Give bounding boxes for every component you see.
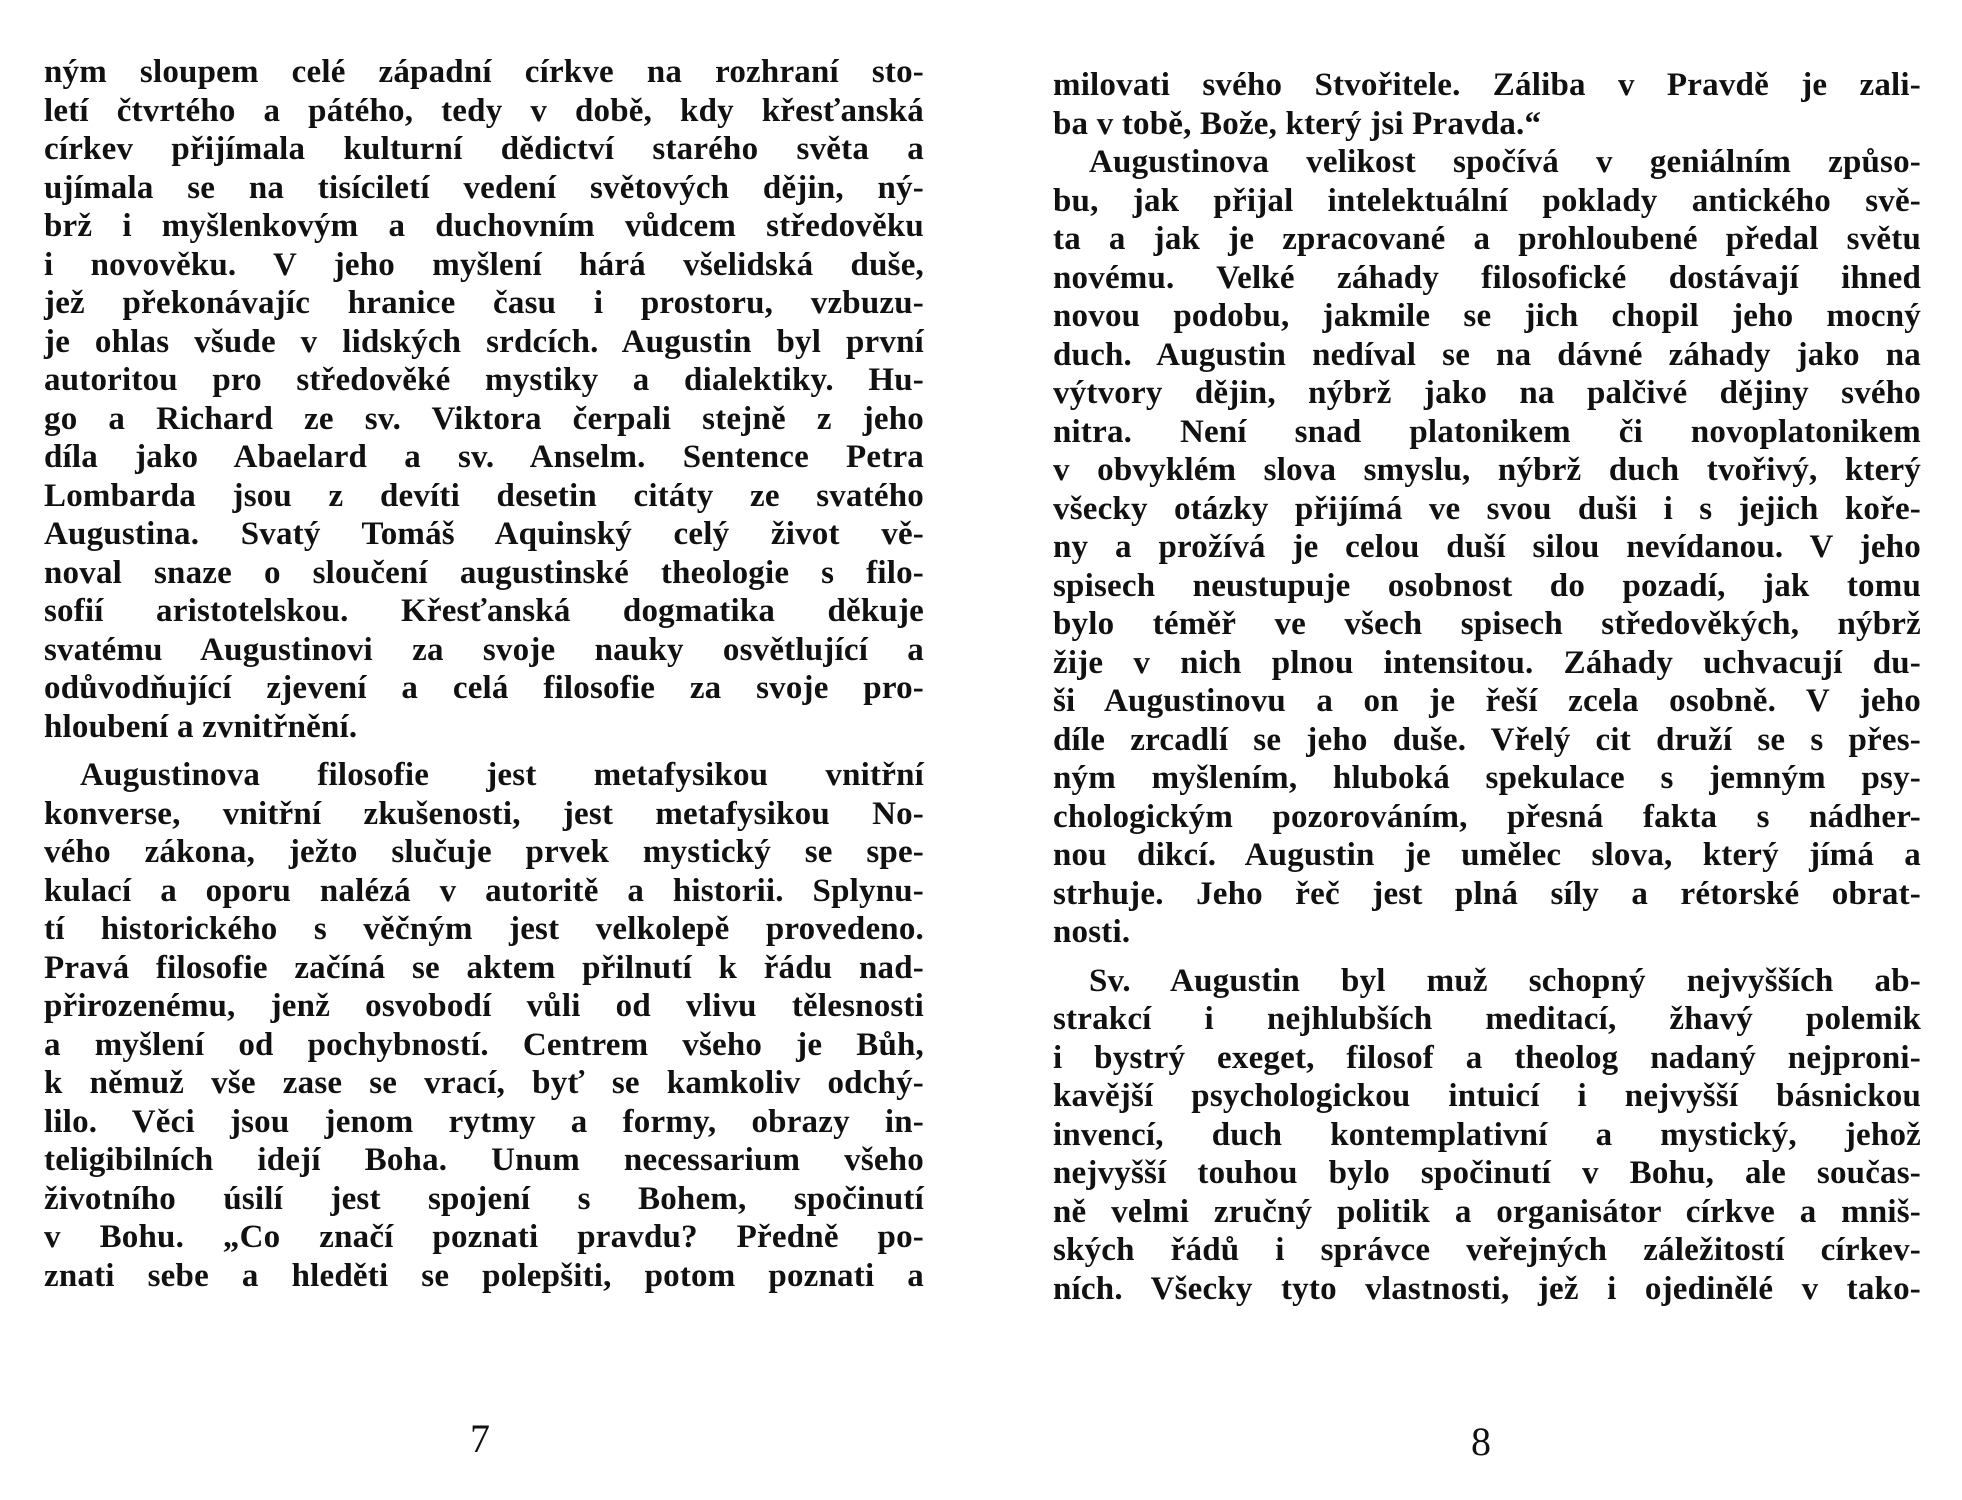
text-line: konverse, vnitřní zkušenosti, jest metafysikou No- <box>44 795 924 832</box>
text-line: díle zrcadlí se jeho duše. Vřelý cit druží se s přes- <box>1053 721 1921 758</box>
text-line: invencí, duch kontemplativní a mystický, jehož <box>1053 1116 1921 1153</box>
text-line: všecky otázky přijímá ve svou duši i s jejich koře- <box>1053 490 1921 527</box>
text-line: svatému Augustinovi za svoje nauky osvětlující a <box>44 631 924 668</box>
text-line: milovati svého Stvořitele. Záliba v Pravdě je zali- <box>1053 67 1921 103</box>
text-line: kavější psychologickou intuicí i nejvyšší básnickou <box>1053 1078 1921 1114</box>
left-page-number: 7 <box>470 1416 490 1461</box>
text-line: k němuž vše zase se vrací, byť se kamkoliv odchý- <box>44 1065 924 1101</box>
text-line: a myšlení od pochybností. Centrem všeho je Bůh, <box>44 1026 924 1063</box>
text-line: výtvory dějin, nýbrž jako na palčivé dějiny svého <box>1053 375 1921 411</box>
right-page-number: 8 <box>1471 1419 1491 1464</box>
left-page-text <box>44 53 924 1295</box>
text-line: ným myšlením, hluboká spekulace s jemným psy- <box>1053 760 1921 796</box>
text-line: spisech neustupuje osobnost do pozadí, jak tomu <box>1053 567 1921 604</box>
text-line: nejvyšší touhou bylo spočinutí v Bohu, ale součas- <box>1053 1155 1921 1191</box>
text-line: přirozenému, jenž osvobodí vůli od vlivu tělesnosti <box>44 988 924 1024</box>
text-line: žije v nich plnou intensitou. Záhady uchvacují du- <box>1053 644 1921 681</box>
text-line: ši Augustinovu a on je řeší zcela osobně. V jeho <box>1053 683 1921 719</box>
text-line: ny a prožívá je celou duší silou nevídanou. V jeho <box>1053 529 1921 565</box>
text-line: noval snaze o sloučení augustinské theologie s filo- <box>44 554 924 591</box>
text-line: hloubení a zvnitřnění. <box>44 708 358 745</box>
text-line: novému. Velké záhady filosofické dostávají ihned <box>1053 259 1921 296</box>
text-line: strakcí i nejhlubších meditací, žhavý polemik <box>1053 1001 1921 1037</box>
text-line: jež překonávajíc hranice času i prostoru, vzbuzu- <box>44 285 924 321</box>
text-line: životního úsilí jest spojení s Bohem, spočinutí <box>44 1180 924 1217</box>
text-line: Lombarda jsou z devíti desetin citáty ze svatého <box>44 477 924 514</box>
text-line: brž i myšlenkovým a duchovním vůdcem středověku <box>44 208 924 244</box>
text-line: bylo téměř ve všech spisech středověkých, nýbrž <box>1053 606 1921 642</box>
text-line: ným sloupem celé západní církve na rozhraní sto- <box>44 54 924 90</box>
text-line: Augustina. Svatý Tomáš Aquinský celý život vě- <box>44 516 924 552</box>
text-line: nosti. <box>1053 914 1131 950</box>
text-line: autoritou pro středověké mystiky a dialektiky. Hu- <box>44 362 924 398</box>
right-page <box>981 0 1962 1500</box>
right-page-text <box>1053 66 1921 1308</box>
text-line: ských řádů i správce veřejných záležitostí církev- <box>1053 1232 1921 1268</box>
text-line: novou podobu, jakmile se jich chopil jeho mocný <box>1053 298 1921 334</box>
text-line: je ohlas všude v lidských srdcích. Augustin byl první <box>44 323 924 360</box>
text-line: chologickým pozorováním, přesná fakta s nádher- <box>1053 798 1921 835</box>
text-line: v Bohu. „Co značí poznati pravdu? Předně po- <box>44 1219 924 1255</box>
text-line: i novověku. V jeho myšlení hárá všelidská duše, <box>44 246 924 283</box>
text-line: teligibilních idejí Boha. Unum necessarium všeho <box>44 1142 924 1178</box>
text-line: Augustinova velikost spočívá v geniálním způso- <box>1089 144 1921 180</box>
text-line: letí čtvrtého a pátého, tedy v době, kdy křesťanská <box>44 92 924 129</box>
text-line: lilo. Věci jsou jenom rytmy a formy, obrazy in- <box>44 1103 924 1140</box>
text-line: bu, jak přijal intelektuální poklady antického svě- <box>1053 182 1921 219</box>
text-line: díla jako Abaelard a sv. Anselm. Sentence Petra <box>44 439 924 475</box>
text-line: go a Richard ze sv. Viktora čerpali stejně z jeho <box>44 400 924 437</box>
text-line: strhuje. Jeho řeč jest plná síly a rétorské obrat- <box>1053 875 1921 912</box>
text-line: Augustinova filosofie jest metafysikou vnitřní <box>80 757 924 793</box>
text-line: ně velmi zručný politik a organisátor církve a mniš- <box>1053 1193 1921 1230</box>
text-line: tí historického s věčným jest velkolepě provedeno. <box>44 911 924 947</box>
text-line: nou dikcí. Augustin je umělec slova, který jímá a <box>1053 837 1921 873</box>
text-line: duch. Augustin nedíval se na dávné záhady jako na <box>1053 336 1921 373</box>
text-line: v obvyklém slova smyslu, nýbrž duch tvořivý, který <box>1053 452 1921 488</box>
text-line: Pravá filosofie začíná se aktem přilnutí k řádu nad- <box>44 949 924 986</box>
text-line: i bystrý exeget, filosof a theolog nadaný nejproni- <box>1053 1039 1921 1076</box>
text-line: ba v tobě, Bože, který jsi Pravda.“ <box>1053 105 1542 142</box>
text-line: ujímala se na tisíciletí vedení světových dějin, ný- <box>44 169 924 206</box>
text-line: ních. Všecky tyto vlastnosti, jež i ojedinělé v tako- <box>1053 1270 1921 1307</box>
text-line: nitra. Není snad platonikem či novoplatonikem <box>1053 413 1921 450</box>
text-line: Sv. Augustin byl muž schopný nejvyšších ab- <box>1089 962 1921 999</box>
text-line: vého zákona, ježto slučuje prvek mystický se spe- <box>44 834 924 870</box>
text-line: ta a jak je zpracované a prohloubené předal světu <box>1053 221 1921 257</box>
text-line: církev přijímala kulturní dědictví starého světa a <box>44 131 924 167</box>
text-line: sofií aristotelskou. Křesťanská dogmatika děkuje <box>44 593 924 629</box>
text-line: kulací a oporu nalézá v autoritě a historii. Splynu- <box>44 872 924 909</box>
text-line: znati sebe a hleděti se polepšiti, potom poznati a <box>44 1257 924 1294</box>
text-line: odůvodňující zjevení a celá filosofie za svoje pro- <box>44 670 924 706</box>
